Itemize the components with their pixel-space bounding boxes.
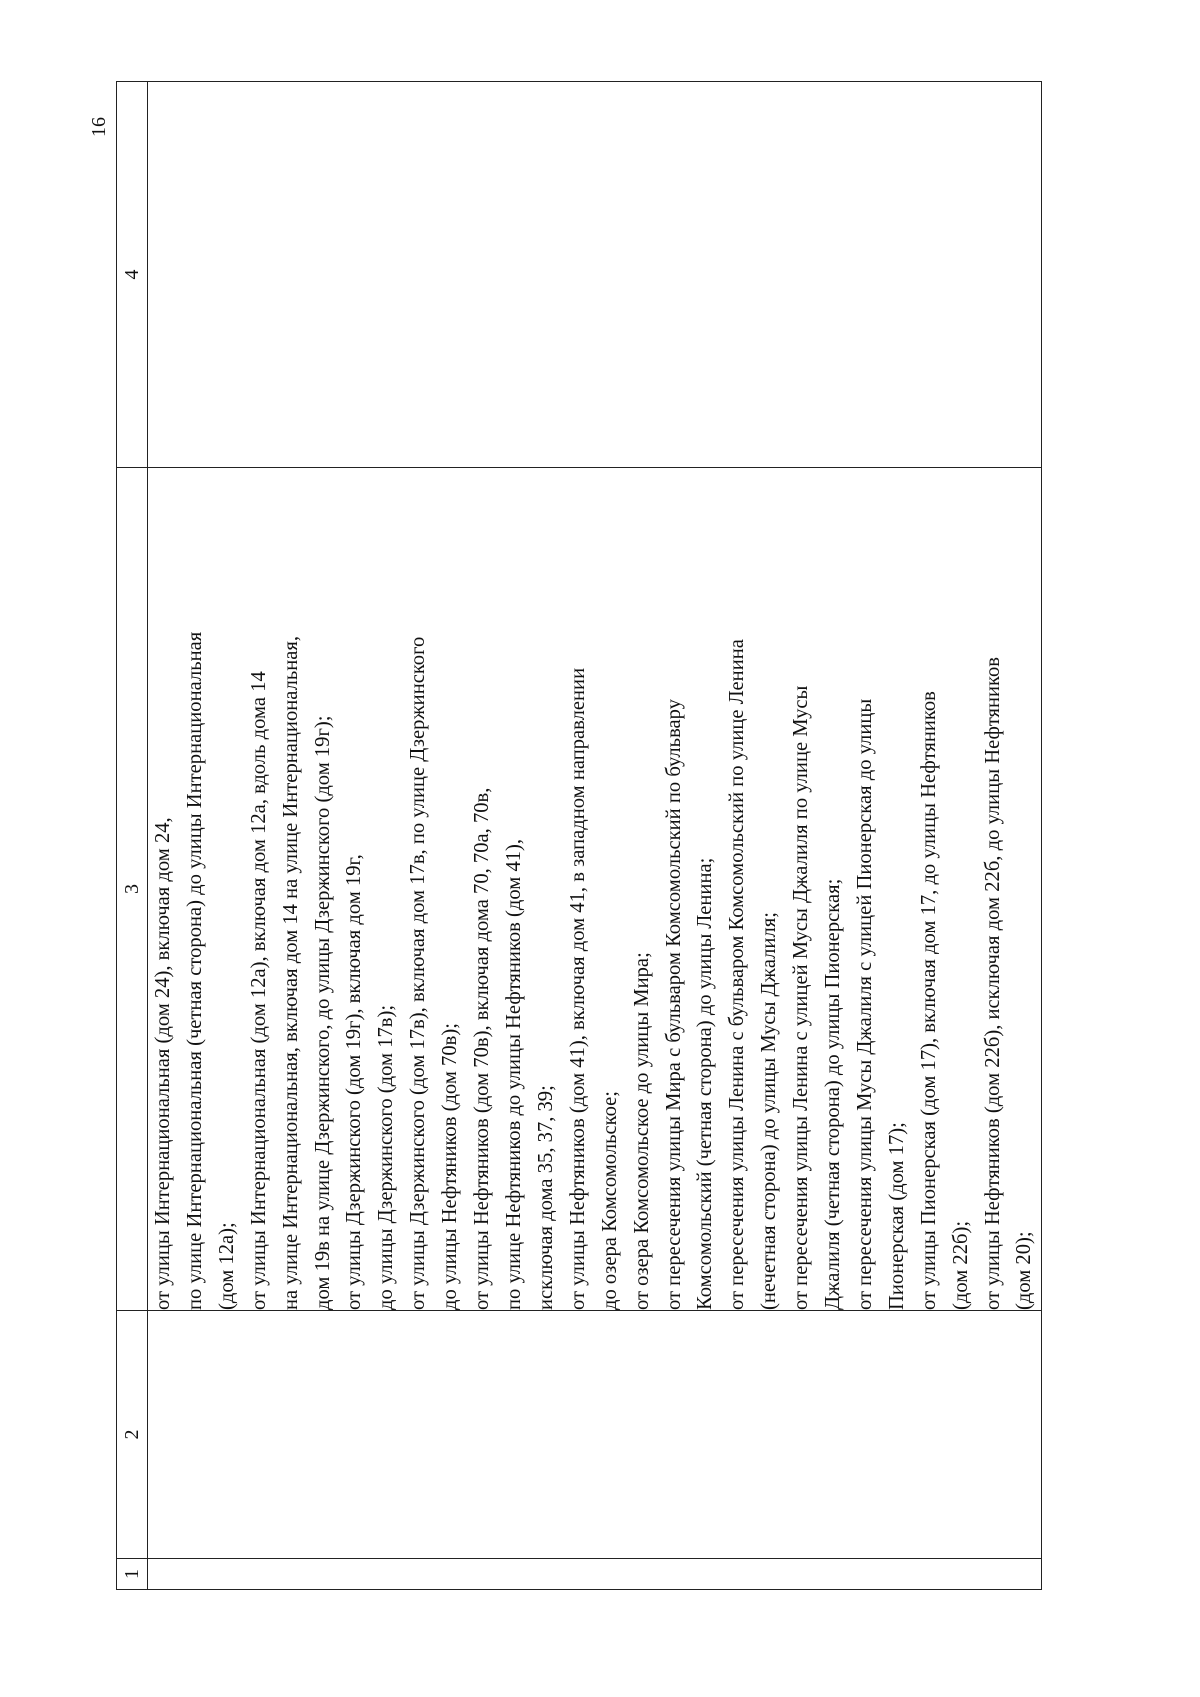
- address-line: исключая дома 35, 37, 39;: [534, 1085, 557, 1310]
- header-col-2: 2: [117, 1311, 148, 1559]
- address-line: от улицы Нефтяников (дом 70в), включая дома 70, 70а, 70в,: [471, 787, 494, 1310]
- address-line: от пересечения улицы Ленина с бульваром Комсомольский по улице Ленина: [726, 639, 749, 1310]
- address-line: (дом 20);: [1013, 1231, 1036, 1310]
- cell-col-4: [148, 82, 1042, 468]
- address-line: от пересечения улицы Мусы Джалиля с улицей Пионерская до улицы: [853, 698, 876, 1310]
- table-frame: [116, 82, 1036, 1590]
- address-table: [116, 81, 1042, 1590]
- address-line: (нечетная сторона) до улицы Мусы Джалиля;: [758, 912, 781, 1310]
- address-line: от улицы Пионерская (дом 17), включая дом 17, до улицы Нефтяников: [917, 691, 940, 1310]
- address-line: от озера Комсомольское до улицы Мира;: [630, 952, 653, 1310]
- address-line: от пересечения улицы Ленина с улицей Мусы Джалиля по улице Мусы: [790, 685, 813, 1310]
- address-line: от улицы Нефтяников (дом 41), включая дом 41, в западном направлении: [566, 667, 589, 1310]
- address-line: от улицы Дзержинского (дом 19г), включая дом 19г,: [343, 854, 366, 1310]
- table-row: [148, 82, 1042, 1590]
- cell-col-1: [148, 1559, 1042, 1590]
- address-line: до улицы Дзержинского (дом 17в);: [375, 1004, 398, 1310]
- header-col-3: 3: [117, 468, 148, 1311]
- address-line: от пересечения улицы Мира с бульваром Комсомольский по бульвару: [662, 699, 685, 1310]
- address-line: (дом 22б);: [949, 1220, 972, 1310]
- address-line: на улице Интернациональная, включая дом 14 на улице Интернациональная,: [279, 635, 302, 1310]
- address-line: Комсомольский (четная сторона) до улицы Ленина;: [694, 857, 717, 1310]
- address-line: от улицы Интернациональная (дом 12а), включая дом 12а, вдоль дома 14: [247, 671, 270, 1310]
- cell-col-3-address-description: [148, 468, 1042, 1311]
- header-col-4: 4: [117, 82, 148, 468]
- page-number: 16: [88, 117, 110, 137]
- address-line: Пионерская (дом 17);: [885, 1122, 908, 1310]
- table-header-row: [117, 82, 148, 1590]
- address-line: от улицы Нефтяников (дом 22б), исключая дом 22б, до улицы Нефтяников: [981, 656, 1004, 1310]
- address-line: (дом 12а);: [215, 1222, 238, 1310]
- address-line: от улицы Интернациональная (дом 24), включая дом 24,: [152, 817, 174, 1310]
- address-line: до улицы Нефтяников (дом 70в);: [439, 1023, 462, 1310]
- address-line: Джалиля (четная сторона) до улицы Пионерская;: [822, 878, 845, 1310]
- address-line: от улицы Дзержинского (дом 17в), включая дом 17в, по улице Дзержинского: [407, 636, 430, 1310]
- rotated-table-container: [116, 82, 1036, 1590]
- address-line: дом 19в на улице Дзержинского, до улицы Дзержинского (дом 19г);: [311, 715, 334, 1310]
- address-line: по улице Интернациональная (четная сторона) до улицы Интернациональная: [183, 631, 206, 1310]
- address-line: до озера Комсомольское;: [598, 1090, 621, 1310]
- header-col-1: 1: [117, 1559, 148, 1590]
- address-line: по улице Нефтяников до улицы Нефтяников (дом 41),: [502, 838, 525, 1310]
- cell-col-2: [148, 1311, 1042, 1559]
